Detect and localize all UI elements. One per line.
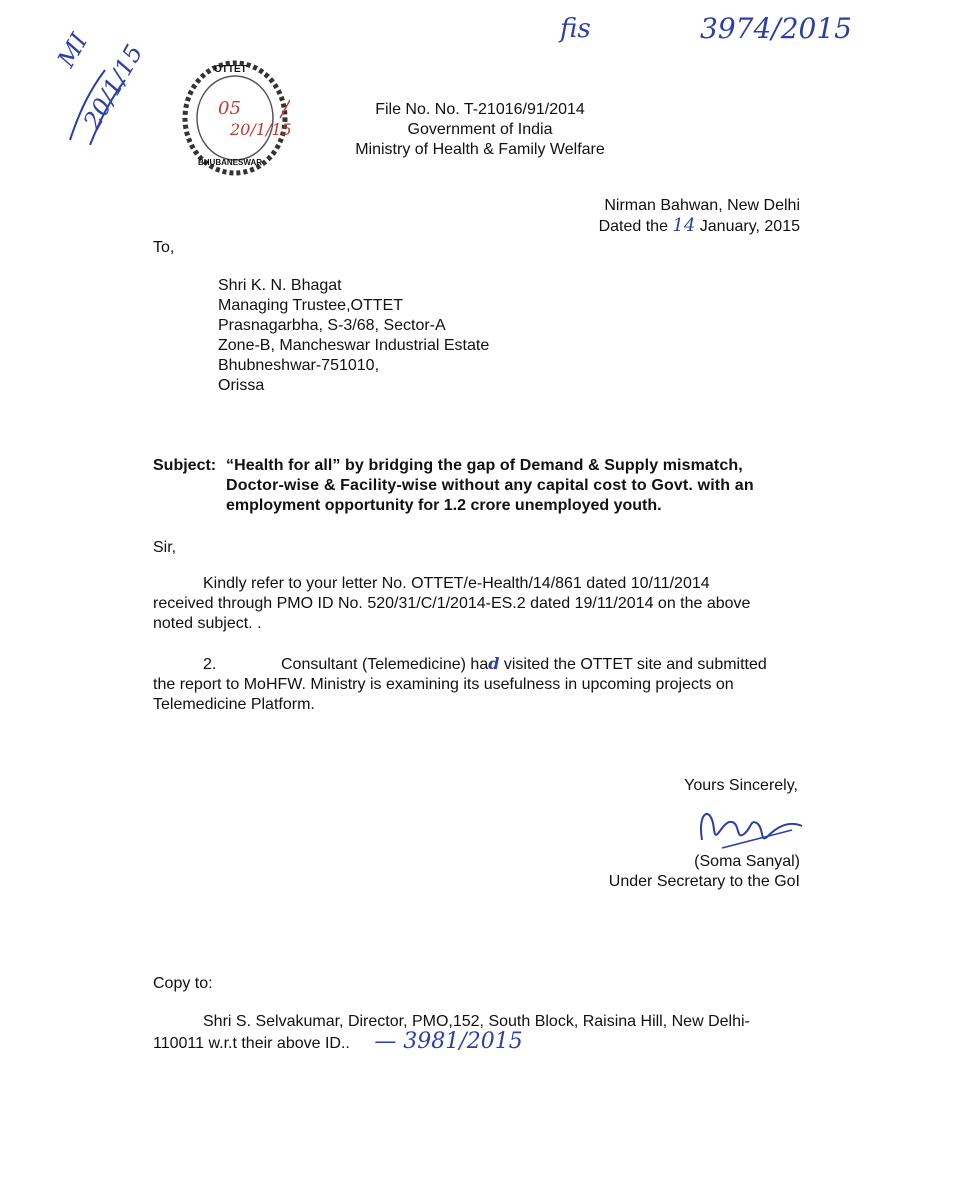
dated-line: [560, 216, 800, 237]
letter-header: [340, 100, 620, 160]
dated-suffix: January, 2015: [699, 218, 800, 235]
subject-line: employment opportunity for 1.2 crore unemployed youth.: [226, 497, 662, 514]
addressee-line: Zone-B, Mancheswar Industrial Estate: [218, 337, 490, 354]
stamp-text-bottom: BHUBANESWAR: [198, 158, 262, 167]
copy-line: Shri S. Selvakumar, Director, PMO,152, South Block, Raisina Hill, New Delhi-: [203, 1013, 750, 1030]
para2-text-before: Consultant (Telemedicine) ha: [281, 656, 489, 673]
government-name: Government of India: [407, 121, 553, 138]
initials-scribble: [50, 50, 170, 160]
stamp-text-top: OTTET: [214, 64, 247, 75]
paragraph-line: received through PMO ID No. 520/31/C/1/2014-ES.2 dated 19/11/2014 on the above: [153, 595, 751, 612]
addressee-block: [218, 276, 489, 396]
received-stamp: [180, 58, 290, 178]
handwritten-copy-diary-number: — 3981/2015: [374, 1029, 523, 1054]
addressee-line: Bhubneshwar-751010,: [218, 357, 380, 374]
dated-prefix: Dated the: [598, 218, 668, 235]
subject-line: “Health for all” by bridging the gap of Demand & Supply mismatch,: [226, 457, 743, 474]
copy-to-label: Copy to:: [153, 975, 213, 992]
paragraph-line: Kindly refer to your letter No. OTTET/e-Health/14/861 dated 10/11/2014: [203, 575, 710, 592]
subject-label: Subject:: [153, 457, 217, 474]
signatory-designation: Under Secretary to the GoI: [608, 873, 800, 890]
handwritten-diary-number: 3974/2015: [700, 12, 852, 45]
paragraph-number: 2.: [203, 656, 217, 673]
para2-text-after: visited the OTTET site and submitted: [499, 656, 767, 673]
addressee-line: Managing Trustee,OTTET: [218, 297, 403, 314]
handwritten-initials-top: fis: [560, 14, 591, 44]
stamp-handwritten-date: 20/1/15: [230, 120, 292, 139]
para2-handwritten-correction: d: [488, 654, 500, 673]
yours-sincerely: Yours Sincerely,: [684, 777, 798, 794]
paragraph-line: [153, 654, 803, 675]
paragraph-1: [153, 574, 803, 634]
place: Nirman Bahwan, New Delhi: [604, 197, 800, 214]
paragraph-line: Telemedicine Platform.: [153, 696, 315, 713]
addressee-line: Shri K. N. Bhagat: [218, 277, 342, 294]
handwritten-initials: MI: [52, 28, 94, 73]
copy-line-2: 110011 w.r.t their above ID..: [153, 1035, 350, 1052]
salutation: Sir,: [153, 539, 177, 556]
subject-line: Doctor-wise & Facility-wise without any capital cost to Govt. with an: [226, 477, 754, 494]
subject-text: [226, 456, 802, 516]
signature: [692, 800, 812, 860]
copy-to-block: [153, 1012, 813, 1054]
paragraph-line: noted subject. .: [153, 615, 262, 632]
handwritten-initials-date: 20/1/15: [78, 39, 149, 134]
to-label: To,: [153, 239, 175, 256]
copy-line: [153, 1029, 813, 1054]
dated-day: 14: [672, 215, 696, 236]
ministry-name: Ministry of Health & Family Welfare: [355, 141, 605, 158]
stamp-handwritten-number: 05: [218, 98, 241, 119]
addressee-line: Orissa: [218, 377, 265, 394]
addressee-line: Prasnagarbha, S-3/68, Sector-A: [218, 317, 446, 334]
file-number: File No. No. T-21016/91/2014: [375, 101, 585, 118]
signatory-name: (Soma Sanyal): [694, 853, 800, 870]
paragraph-2: [153, 654, 803, 715]
paragraph-line: the report to MoHFW. Ministry is examining its usefulness in upcoming projects on: [153, 676, 734, 693]
